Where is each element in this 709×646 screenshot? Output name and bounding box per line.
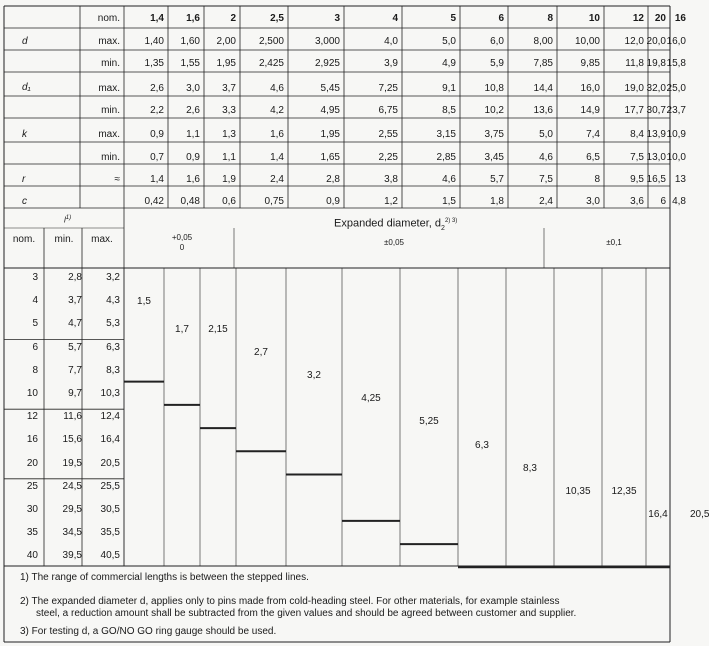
- d_max-cell: 3,000: [314, 36, 340, 47]
- k_min-cell: 1,65: [320, 152, 340, 163]
- length-min: 15,6: [62, 434, 82, 446]
- d_min-cell: 1,35: [144, 58, 164, 69]
- d_max-cell: 10,00: [574, 36, 600, 47]
- length-min: 39,5: [62, 550, 82, 562]
- footnote-2: 2) The expanded diameter d, applies only to pins made from cold-heading steel. For other materials, for example stainless: [20, 596, 560, 607]
- c_vals-cell: 1,2: [384, 196, 398, 207]
- d1_min-cell: 6,75: [378, 105, 398, 116]
- d_max-cell: 12,0: [624, 36, 644, 47]
- length-max: 5,3: [106, 318, 120, 330]
- d_min-cell: 15,8: [666, 58, 686, 69]
- nominal-cell: 20: [654, 13, 666, 24]
- r_approx-cell: 1,6: [186, 174, 200, 185]
- k_min-cell: 4,6: [539, 152, 553, 163]
- length-min: 19,5: [62, 457, 82, 469]
- r_approx-cell: 1,9: [222, 174, 236, 185]
- length-min: 4,7: [68, 318, 82, 330]
- d_max-cell: 8,00: [533, 36, 553, 47]
- d_min-cell: 1,95: [216, 58, 236, 69]
- k_min-cell: 6,5: [586, 152, 600, 163]
- k_max-cell: 10,9: [666, 129, 686, 140]
- nominal-cell: 10: [588, 13, 600, 24]
- d1_min-cell: 8,5: [442, 105, 456, 116]
- d_min-cell: 7,85: [533, 58, 553, 69]
- expanded-value: 1,7: [175, 323, 189, 335]
- k_min-cell: 1,1: [222, 152, 236, 163]
- length-min: 7,7: [68, 364, 82, 376]
- k_min-cell: 10,0: [666, 152, 686, 163]
- d1_max-cell: 16,0: [580, 83, 600, 94]
- length-nom: 12: [26, 411, 38, 423]
- expanded-value: 16,4: [648, 509, 668, 521]
- expanded-value: 3,2: [307, 370, 321, 382]
- d1_max-cell: 14,4: [533, 83, 553, 94]
- d1_max-cell: 9,1: [442, 83, 456, 94]
- nominal-cell: 1,6: [186, 13, 200, 24]
- d_min-cell: 5,9: [490, 58, 504, 69]
- label-d1: d₁: [22, 82, 31, 93]
- length-nom: 8: [32, 364, 38, 376]
- length-nom: 10: [26, 388, 38, 399]
- length-nom: 16: [26, 434, 38, 446]
- d_max-cell: 2,500: [258, 36, 284, 47]
- expanded-value: 2,7: [254, 346, 268, 358]
- d_max-cell: 4,0: [384, 36, 398, 47]
- label-r-approx: ≈: [114, 174, 120, 185]
- expanded-value: 5,25: [419, 416, 439, 428]
- d1_min-cell: 30,7: [646, 105, 666, 116]
- k_max-cell: 3,75: [484, 129, 504, 140]
- length-max: 20,5: [100, 457, 120, 469]
- nominal-cell: 1,4: [150, 13, 164, 24]
- c_vals-cell: 1,5: [442, 196, 456, 207]
- expanded-value: 1,5: [137, 295, 151, 307]
- c_vals-cell: 0,48: [180, 196, 200, 207]
- d_max-cell: 1,60: [180, 36, 200, 47]
- nominal-cell: 4: [392, 13, 398, 24]
- length-min: 2,8: [68, 272, 82, 283]
- d_max-cell: 1,40: [144, 36, 164, 47]
- label-c: c: [22, 196, 27, 207]
- footnote-1: 1) The range of commercial lengths is between the stepped lines.: [20, 572, 309, 583]
- label-k: k: [22, 129, 27, 140]
- tolerance-mid: ±0,05: [384, 238, 404, 247]
- length-max: 30,5: [100, 504, 120, 515]
- k_max-cell: 2,55: [378, 129, 398, 140]
- footnote-3: 3) For testing d, a GO/NO GO ring gauge should be used.: [20, 626, 277, 637]
- length-min: 29,5: [62, 504, 82, 515]
- label-nom: nom.: [97, 13, 120, 24]
- length-min: 5,7: [68, 341, 82, 353]
- r_approx-cell: 8: [594, 174, 600, 185]
- length-max: 4,3: [106, 295, 120, 307]
- d1_min-cell: 23,7: [666, 105, 686, 116]
- d_max-cell: 5,0: [442, 36, 456, 47]
- k_min-cell: 0,9: [186, 152, 200, 163]
- nominal-cell: 2,5: [270, 13, 284, 24]
- k_min-cell: 2,85: [436, 152, 456, 163]
- length-nom: 25: [26, 480, 38, 492]
- label-d: d: [22, 36, 28, 47]
- label-l: $l^{1)}$: [64, 215, 72, 225]
- d_min-cell: 2,425: [258, 58, 284, 69]
- expanded-diameter-heading: Expanded diameter, $d_2^{2) 3)}$: [334, 217, 458, 232]
- length-min: 3,7: [68, 295, 82, 307]
- nominal-cell: 3: [334, 13, 340, 24]
- length-nom: 30: [26, 504, 38, 515]
- expanded-value: 6,3: [475, 439, 489, 451]
- label-length-min: min.: [54, 234, 74, 245]
- r_approx-cell: 2,8: [326, 174, 340, 185]
- k_max-cell: 7,4: [586, 129, 600, 140]
- c_vals-cell: 3,0: [586, 196, 600, 207]
- label-k-max: max.: [98, 129, 120, 140]
- nominal-cell: 16: [674, 13, 686, 24]
- expanded-value: 4,25: [361, 393, 381, 405]
- d1_min-cell: 4,95: [320, 105, 340, 116]
- d1_min-cell: 2,2: [150, 105, 164, 116]
- d1_max-cell: 32,0: [646, 83, 666, 94]
- length-max: 35,5: [100, 527, 120, 539]
- label-r: r: [22, 174, 26, 185]
- label-d1-min: min.: [101, 105, 120, 116]
- d1_max-cell: 4,6: [270, 83, 284, 94]
- label-d1-max: max.: [98, 83, 120, 94]
- d1_min-cell: 10,2: [484, 105, 504, 116]
- length-max: 25,5: [100, 480, 120, 492]
- k_min-cell: 2,25: [378, 152, 398, 163]
- nominal-cell: 12: [632, 13, 644, 24]
- length-nom: 20: [26, 457, 38, 469]
- label-d-min: min.: [101, 58, 120, 69]
- c_vals-cell: 0,6: [222, 196, 236, 207]
- k_max-cell: 1,6: [270, 129, 284, 140]
- label-length-nom: nom.: [12, 234, 36, 245]
- d_min-cell: 1,55: [180, 58, 200, 69]
- d1_max-cell: 19,0: [624, 83, 644, 94]
- tolerance-plus: +0,05: [171, 233, 193, 242]
- length-max: 16,4: [100, 434, 120, 446]
- r_approx-cell: 16,5: [646, 174, 666, 185]
- k_max-cell: 5,0: [539, 129, 553, 140]
- r_approx-cell: 5,7: [490, 174, 504, 185]
- c_vals-cell: 0,42: [144, 196, 164, 207]
- length-min: 11,6: [63, 411, 82, 423]
- r_approx-cell: 1,4: [150, 174, 164, 185]
- d1_max-cell: 3,7: [222, 83, 236, 94]
- nominal-cell: 8: [547, 13, 553, 24]
- d1_max-cell: 25,0: [666, 83, 686, 94]
- nominal-cell: 5: [450, 13, 456, 24]
- r_approx-cell: 9,5: [630, 174, 644, 185]
- d_min-cell: 19,8: [646, 58, 666, 69]
- nominal-cell: 2: [230, 13, 236, 24]
- c_vals-cell: 4,8: [672, 196, 686, 207]
- expanded-value: 10,35: [565, 486, 591, 498]
- r_approx-cell: 13: [674, 174, 686, 185]
- length-nom: 6: [32, 341, 38, 353]
- length-nom: 35: [26, 527, 38, 539]
- nominal-cell: 6: [498, 13, 504, 24]
- d_max-cell: 16,0: [666, 36, 686, 47]
- d1_min-cell: 17,7: [624, 105, 644, 116]
- k_max-cell: 13,9: [646, 129, 666, 140]
- d1_max-cell: 2,6: [150, 83, 164, 94]
- d1_min-cell: 3,3: [222, 105, 236, 116]
- tolerance-large: ±0,1: [606, 238, 622, 247]
- r_approx-cell: 7,5: [539, 174, 553, 185]
- d_min-cell: 2,925: [314, 58, 340, 69]
- r_approx-cell: 4,6: [442, 174, 456, 185]
- length-max: 12,4: [100, 411, 120, 423]
- d1_min-cell: 14,9: [580, 105, 600, 116]
- k_max-cell: 0,9: [150, 129, 164, 140]
- c_vals-cell: 0,9: [326, 196, 340, 207]
- d1_min-cell: 4,2: [270, 105, 284, 116]
- length-nom: 3: [32, 272, 38, 283]
- length-nom: 5: [32, 318, 38, 330]
- k_max-cell: 1,3: [222, 129, 236, 140]
- c_vals-cell: 2,4: [539, 196, 553, 207]
- c_vals-cell: 6: [660, 196, 666, 207]
- r_approx-cell: 2,4: [270, 174, 284, 185]
- expanded-value: 8,3: [523, 462, 537, 474]
- d1_max-cell: 5,45: [320, 83, 340, 94]
- d_min-cell: 3,9: [384, 58, 398, 69]
- k_min-cell: 1,4: [270, 152, 284, 163]
- length-min: 34,5: [62, 527, 82, 539]
- d_max-cell: 2,00: [216, 36, 236, 47]
- length-max: 6,3: [106, 341, 120, 353]
- expanded-value: 12,35: [611, 486, 637, 498]
- r_approx-cell: 3,8: [384, 174, 398, 185]
- label-k-min: min.: [101, 152, 120, 163]
- k_min-cell: 0,7: [150, 152, 164, 163]
- c_vals-cell: 1,8: [490, 196, 504, 207]
- d1_min-cell: 13,6: [533, 105, 553, 116]
- d_max-cell: 20,0: [646, 36, 666, 47]
- k_max-cell: 8,4: [630, 129, 644, 140]
- length-nom: 40: [26, 550, 38, 562]
- expanded-value: 2,15: [208, 323, 228, 335]
- d1_max-cell: 3,0: [186, 83, 200, 94]
- d_min-cell: 11,8: [625, 58, 644, 69]
- d_max-cell: 6,0: [490, 36, 504, 47]
- length-nom: 4: [32, 295, 38, 307]
- d_min-cell: 9,85: [580, 58, 600, 69]
- d1_max-cell: 10,8: [484, 83, 504, 94]
- k_max-cell: 1,1: [186, 129, 200, 140]
- label-d-max: max.: [98, 36, 120, 47]
- dimension-table: [4, 6, 709, 642]
- length-min: 9,7: [68, 388, 82, 399]
- length-max: 10,3: [100, 388, 120, 399]
- tolerance-zero: 0: [179, 243, 185, 252]
- k_max-cell: 3,15: [436, 129, 456, 140]
- length-max: 8,3: [106, 364, 120, 376]
- k_min-cell: 3,45: [484, 152, 504, 163]
- length-max: 3,2: [106, 272, 120, 283]
- d_min-cell: 4,9: [442, 58, 456, 69]
- length-min: 24,5: [62, 480, 82, 492]
- d1_min-cell: 2,6: [186, 105, 200, 116]
- k_min-cell: 13,0: [646, 152, 666, 163]
- length-max: 40,5: [100, 550, 120, 562]
- k_min-cell: 7,5: [630, 152, 644, 163]
- expanded-value: 20,5: [690, 509, 709, 521]
- d1_max-cell: 7,25: [378, 83, 398, 94]
- footnote-2-cont: steel, a reduction amount shall be subtracted from the given values and should be agreed between customer and supplier.: [36, 608, 577, 619]
- k_max-cell: 1,95: [320, 129, 340, 140]
- c_vals-cell: 0,75: [264, 196, 284, 207]
- label-length-max: max.: [91, 234, 113, 245]
- c_vals-cell: 3,6: [630, 196, 644, 207]
